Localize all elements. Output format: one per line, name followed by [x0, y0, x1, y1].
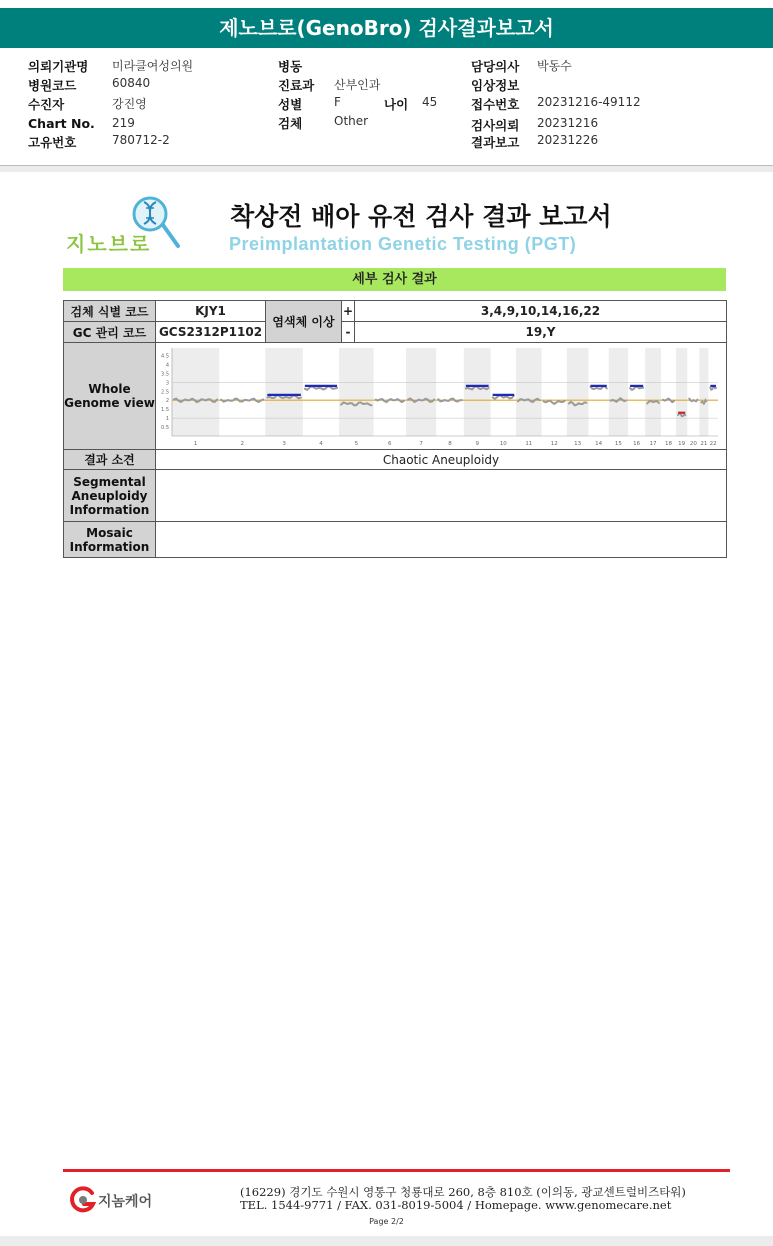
genobro-logo [66, 192, 186, 254]
patient-value: 강진영 [112, 97, 147, 111]
chromosome-label: 21 [700, 440, 708, 447]
report-subtitle: Preimplantation Genetic Testing (PGT) [229, 234, 577, 254]
loss-chromosomes: 19,Y [355, 322, 727, 343]
report-date-value: 20231226 [537, 133, 599, 147]
chromosome-label: 12 [550, 440, 558, 447]
chromosome-label: 9 [475, 440, 479, 447]
chromosome-band [339, 348, 374, 436]
footer-divider [63, 1169, 730, 1172]
y-tick-label: 3 [165, 379, 169, 386]
gain-sign: + [342, 301, 355, 322]
institution-value: 미라클여성의원 [112, 59, 194, 73]
whole-genome-chart [156, 344, 722, 449]
y-tick-label: 4.5 [161, 352, 169, 359]
chromosome-label: 18 [665, 440, 673, 447]
chromosome-label: 1 [193, 440, 198, 447]
chromosome-label: 3 [282, 440, 286, 447]
copy-number-trace [376, 399, 404, 402]
logo-text: 지노브로 [66, 232, 152, 256]
request-date-value: 20231216 [537, 116, 599, 130]
chromosome-band [265, 348, 303, 436]
hospital-code-label: 병원코드 [28, 78, 77, 93]
genomecare-logo [68, 1185, 178, 1215]
sex-label: 성별 [278, 97, 303, 112]
chromosome-band [676, 348, 687, 436]
receipt-no-label: 접수번호 [471, 97, 520, 112]
age-label: 나이 [384, 97, 409, 112]
whole-genome-view-cell [156, 343, 727, 450]
specimen-value: Other [334, 114, 369, 128]
copy-number-trace [710, 386, 716, 389]
chromosome-label: 2 [240, 440, 245, 447]
chromosome-label: 11 [525, 440, 533, 447]
segmental-value [156, 470, 727, 522]
chromosome-label: 5 [354, 440, 359, 447]
chromosome-label: 15 [614, 440, 622, 447]
hospital-code-value: 60840 [112, 76, 151, 90]
clinical-info-label: 임상정보 [471, 78, 520, 93]
y-tick-label: 1.5 [161, 406, 169, 413]
y-tick-label: 1 [165, 415, 169, 422]
chromosome-band [645, 348, 661, 436]
chromosome-label: 8 [448, 440, 452, 447]
chromosome-label: 13 [574, 440, 582, 447]
footer-band [0, 1236, 773, 1246]
specimen-code-value: KJY1 [156, 301, 266, 322]
doctor-label: 담당의사 [471, 59, 520, 74]
company-name: 지놈케어 [98, 1194, 153, 1210]
page-number: Page 2/2 [369, 1217, 404, 1226]
chromosome-label: 4 [319, 440, 323, 447]
specimen-label: 검체 [278, 116, 303, 131]
chromosome-label: 6 [388, 440, 392, 447]
gain-chromosomes: 3,4,9,10,14,16,22 [355, 301, 727, 322]
abnormality-label: 염색체 이상 [266, 301, 342, 343]
loss-sign: - [342, 322, 355, 343]
chromosome-band [699, 348, 708, 436]
chromosome-label: 16 [633, 440, 641, 447]
company-address: (16229) 경기도 수원시 영통구 청룡대로 260, 8층 810호 (이의동, 광교센트럴비즈타워) [240, 1185, 686, 1199]
y-tick-label: 2.5 [161, 388, 169, 395]
copy-number-trace [544, 400, 565, 403]
chromosome-label: 14 [595, 440, 603, 447]
chromosome-label: 22 [709, 440, 717, 447]
department-label: 진료과 [278, 78, 315, 93]
y-tick-label: 0.5 [161, 424, 169, 431]
copy-number-trace [689, 398, 697, 401]
chromosome-band [172, 348, 219, 436]
chromosome-label: 10 [499, 440, 507, 447]
result-table [63, 300, 727, 558]
gc-code-value: GCS2312P1102 [156, 322, 266, 343]
header-band [0, 166, 773, 172]
chromosome-label: 17 [649, 440, 657, 447]
receipt-no-value: 20231216-49112 [537, 95, 641, 109]
report-header-title: 제노브로(GenoBro) 검사결과보고서 [0, 8, 773, 48]
chromosome-band [609, 348, 628, 436]
patient-label: 수진자 [28, 97, 65, 112]
copy-number-trace [630, 386, 643, 389]
section-title: 세부 검사 결과 [63, 268, 726, 291]
chromosome-band [516, 348, 542, 436]
segmental-label: Segmental Aneuploidy Information [64, 470, 156, 522]
gc-code-label: GC 관리 코드 [64, 322, 156, 343]
whole-genome-view-label: Whole Genome view [64, 343, 156, 450]
mosaic-value [156, 522, 727, 558]
report-title: 착상전 배아 유전 검사 결과 보고서 [230, 202, 612, 231]
institution-label: 의뢰기관명 [28, 59, 89, 74]
finding-label: 결과 소견 [64, 450, 156, 470]
y-tick-label: 3.5 [161, 370, 169, 377]
department-value: 산부인과 [334, 78, 381, 92]
finding-value: Chaotic Aneuploidy [156, 450, 727, 470]
doctor-value: 박동수 [537, 59, 572, 73]
chromosome-label: 7 [419, 440, 423, 447]
chromosome-band [567, 348, 589, 436]
chromosome-label: 19 [678, 440, 686, 447]
chart-no-label: Chart No. [28, 116, 95, 131]
mosaic-label: Mosaic Information [64, 522, 156, 558]
y-tick-label: 4 [165, 361, 169, 368]
chromosome-band [406, 348, 436, 436]
request-date-label: 검사의뢰 [471, 118, 520, 133]
genomecare-logo-icon [68, 1185, 98, 1215]
unique-id-label: 고유번호 [28, 135, 77, 150]
age-value: 45 [422, 95, 438, 109]
ward-label: 병동 [278, 59, 303, 74]
copy-number-trace [438, 398, 462, 401]
chromosome-band [464, 348, 491, 436]
patient-info-block [0, 48, 773, 166]
specimen-code-label: 검체 식별 코드 [64, 301, 156, 322]
report-date-label: 결과보고 [471, 135, 520, 150]
chart-no-value: 219 [112, 116, 135, 130]
sex-value: F [334, 95, 341, 109]
company-contact: TEL. 1544-9771 / FAX. 031-8019-5004 / Homepage. www.genomecare.net [240, 1198, 672, 1212]
chromosome-label: 20 [689, 440, 697, 447]
y-tick-label: 2 [165, 397, 169, 404]
unique-id-value: 780712-2 [112, 133, 170, 147]
